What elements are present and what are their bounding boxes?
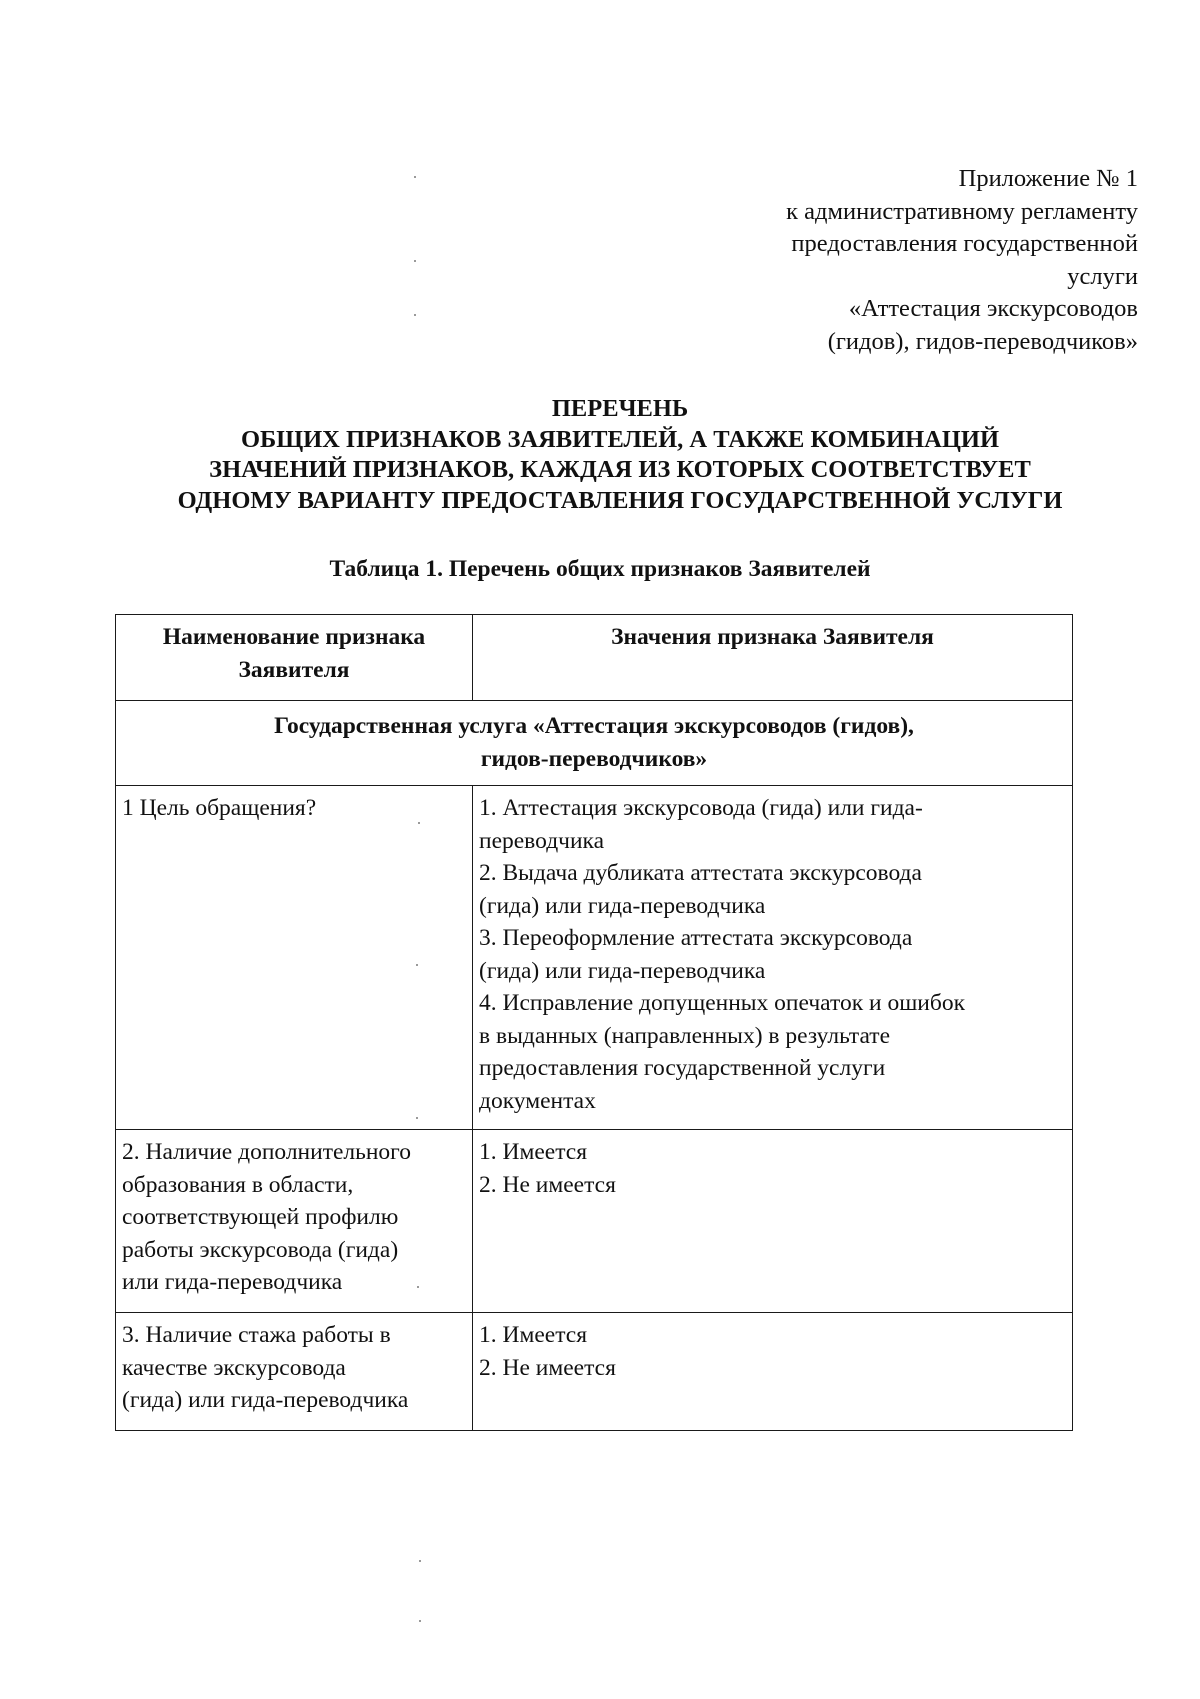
appendix-line: «Аттестация экскурсоводов [848,295,1138,322]
criterion-value-line: 1. Имеется [479,1322,587,1348]
appendix-line: предоставления государственной [791,230,1138,257]
title-line: ОБЩИХ ПРИЗНАКОВ ЗАЯВИТЕЛЕЙ, А ТАКЖЕ КОМБИНАЦИЙ [240,425,1000,453]
title-line: ОДНОМУ ВАРИАНТУ ПРЕДОСТАВЛЕНИЯ ГОСУДАРСТВЕННОЙ УСЛУГИ [177,486,1063,514]
criterion-values-cell [473,1130,1073,1313]
appendix-reference [618,163,1138,358]
criterion-name-line: 3. Наличие стажа работы в [122,1322,391,1348]
criterion-values-cell [473,1313,1073,1431]
criterion-value-line: 2. Не имеется [479,1354,616,1381]
criterion-value-line: 1. Аттестация экскурсовода (гида) или гида- [479,795,923,821]
scan-speck [417,1286,419,1288]
header-line: Наименование признака [162,624,426,650]
criterion-value-line: 2. Выдача дубликата аттестата экскурсовода [479,860,922,886]
criterion-name-line: 2. Наличие дополнительного [122,1139,411,1165]
criterion-value-line: 4. Исправление допущенных опечаток и ошибок [479,990,965,1016]
header-line: Заявителя [238,656,350,683]
criterion-name-cell [116,1313,473,1431]
criterion-value-line: 3. Переоформление аттестата экскурсовода [479,925,913,951]
appendix-line: услуги [1067,262,1138,290]
header-line: Значения признака Заявителя [611,624,934,650]
criterion-value-line: 1. Имеется [479,1139,587,1165]
scan-speck [418,822,420,824]
scan-speck [419,1560,421,1562]
criterion-values-cell [473,786,1073,1130]
criterion-name-line: образования в области, [122,1171,354,1198]
service-name-cell [116,701,1073,786]
scan-speck [414,260,416,262]
criterion-value-line: (гида) или гида-переводчика [479,957,766,984]
scan-speck [414,314,416,316]
table-row [116,786,1073,1130]
criterion-value-line: предоставления государственной услуги [479,1055,886,1081]
criterion-name-line: 1 Цель обращения? [122,795,317,821]
criterion-name-line: качестве экскурсовода [122,1354,346,1381]
title-line: ЗНАЧЕНИЙ ПРИЗНАКОВ, КАЖДАЯ ИЗ КОТОРЫХ СООТВЕТСТВУЕТ [209,456,1031,483]
service-line: гидов-переводчиков» [480,745,708,772]
scan-speck [414,176,416,178]
criterion-name-line: или гида-переводчика [122,1269,343,1295]
table-caption: Таблица 1. Перечень общих признаков Заявителей [329,556,871,582]
criterion-value-line: в выданных (направленных) в результате [479,1022,890,1049]
criterion-name-line: работы экскурсовода (гида) [122,1236,399,1263]
table-row [116,1130,1073,1313]
criterion-name-cell [116,786,473,1130]
applicant-criteria-table [115,614,1073,1431]
criterion-value-line: документах [479,1087,596,1114]
document-title [100,394,1140,516]
service-line: Государственная услуга «Аттестация экскурсоводов (гидов), [274,713,914,739]
appendix-line: к административному регламенту [786,197,1138,225]
service-name-row [116,701,1073,786]
criterion-value-line: (гида) или гида-переводчика [479,892,766,919]
scan-speck [416,964,418,966]
table-row [116,1313,1073,1431]
header-criterion-values [473,615,1073,701]
scan-speck [416,1117,418,1119]
criterion-name-line: (гида) или гида-переводчика [122,1387,409,1413]
title-line: ПЕРЕЧЕНЬ [551,395,689,422]
table-header-row [116,615,1073,701]
appendix-line: Приложение № 1 [958,165,1138,192]
scan-speck [419,1620,421,1622]
criterion-value-line: переводчика [479,827,605,854]
header-criterion-name [116,615,473,701]
appendix-line: (гидов), гидов-переводчиков» [827,327,1138,355]
criterion-name-line: соответствующей профилю [122,1204,399,1230]
criterion-value-line: 2. Не имеется [479,1171,616,1198]
